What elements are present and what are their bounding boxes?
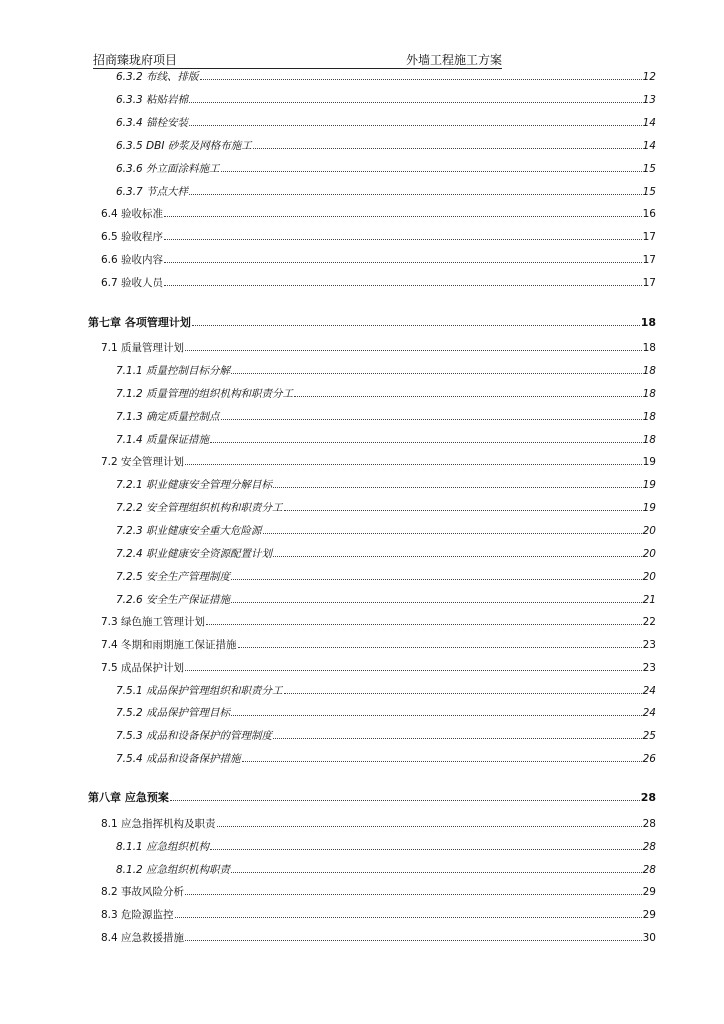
toc-entry[interactable] [116,729,656,743]
dot-leader [210,849,642,850]
toc-entry-title: 6.4 验收标准 [101,208,164,220]
dot-leader [221,171,642,172]
dot-leader [164,285,642,286]
dot-leader [231,872,642,873]
header-document-title: 外墙工程施工方案 [405,53,502,67]
toc-entry[interactable] [116,547,656,561]
toc-entry[interactable] [116,478,656,492]
toc-entry[interactable] [116,185,656,199]
toc-entry-title: 7.3 绿色施工管理计划 [101,616,206,628]
toc-entry[interactable] [101,661,656,675]
toc-entry-title: 8.3 危险源监控 [101,909,174,921]
toc-entry-title: 7.5.4 成品和设备保护措施 [116,753,241,765]
toc-entry-title: 6.6 验收内容 [101,254,164,266]
toc-entry-page-number: 28 [642,864,656,876]
dot-leader [231,715,642,716]
toc-entry[interactable] [116,116,656,130]
toc-entry-title: 7.2.2 安全管理组织机构和职责分工 [116,502,283,514]
toc-entry-page-number: 13 [642,94,656,106]
toc-entry-title: 6.5 验收程序 [101,231,164,243]
toc-entry[interactable] [101,276,656,290]
toc-entry-page-number: 19 [642,479,656,491]
toc-entry[interactable] [101,230,656,244]
toc-entry[interactable] [116,162,656,176]
toc-entry[interactable] [116,684,656,698]
toc-entry-page-number: 30 [642,932,656,944]
dot-leader [263,533,642,534]
toc-entry-page-number: 21 [642,594,656,606]
toc-entry[interactable] [116,840,656,854]
toc-entry-title: 8.1.1 应急组织机构 [116,841,210,853]
dot-leader [175,917,642,918]
dot-leader [185,670,642,671]
toc-entry-title: 6.7 验收人员 [101,277,164,289]
toc-entry[interactable] [101,207,656,221]
dot-leader [185,350,642,351]
toc-entry-title: 7.2.6 安全生产保证措施 [116,594,231,606]
toc-entry-page-number: 29 [642,886,656,898]
toc-entry-page-number: 28 [640,791,656,804]
toc-entry-title: 6.3.5 DBI 砂浆及网格布施工 [116,140,252,152]
toc-entry[interactable] [101,931,656,945]
toc-entry-page-number: 17 [642,254,656,266]
toc-entry-page-number: 17 [642,277,656,289]
toc-entry[interactable] [101,885,656,899]
toc-entry-page-number: 24 [642,707,656,719]
toc-entry-title: 6.3.4 锚栓安装 [116,117,189,129]
toc-entry[interactable] [101,908,656,922]
toc-entry[interactable] [88,316,656,330]
toc-entry-title: 7.2 安全管理计划 [101,456,185,468]
page-header [93,52,502,69]
toc-entry-page-number: 18 [642,434,656,446]
toc-entry-page-number: 18 [642,388,656,400]
toc-entry-title: 7.1 质量管理计划 [101,342,185,354]
dot-leader [231,602,642,603]
toc-entry-title: 7.5.1 成品保护管理组织和职责分工 [116,685,283,697]
toc-entry-title: 7.1.2 质量管理的组织机构和职责分工 [116,388,294,400]
toc-entry-title: 7.5.3 成品和设备保护的管理制度 [116,730,273,742]
toc-entry-page-number: 20 [642,571,656,583]
dot-leader [294,396,642,397]
dot-leader [231,373,642,374]
toc-entry-title: 第八章 应急预案 [88,791,169,804]
toc-entry[interactable] [116,433,656,447]
toc-entry[interactable] [101,455,656,469]
dot-leader [206,624,642,625]
toc-entry[interactable] [88,791,656,805]
dot-leader [273,487,642,488]
toc-entry[interactable] [101,253,656,267]
toc-entry-page-number: 16 [642,208,656,220]
dot-leader [192,325,640,326]
toc-entry-page-number: 15 [642,163,656,175]
toc-entry-title: 7.1.4 质量保证措施 [116,434,210,446]
toc-entry-title: 7.2.4 职业健康安全资源配置计划 [116,548,273,560]
toc-entry[interactable] [116,593,656,607]
toc-entry-page-number: 20 [642,548,656,560]
toc-entry-page-number: 20 [642,525,656,537]
toc-entry-title: 7.2.5 安全生产管理制度 [116,571,231,583]
toc-entry-title: 7.5 成品保护计划 [101,662,185,674]
toc-entry[interactable] [116,863,656,877]
header-project-name: 招商臻珑府项目 [93,53,178,67]
dot-leader [189,102,642,103]
toc-entry-title: 7.2.1 职业健康安全管理分解目标 [116,479,273,491]
dot-leader [189,194,642,195]
dot-leader [273,556,642,557]
toc-entry[interactable] [116,752,656,766]
toc-entry[interactable] [116,364,656,378]
toc-entry-page-number: 23 [642,639,656,651]
dot-leader [185,464,642,465]
toc-entry-page-number: 24 [642,685,656,697]
dot-leader [217,826,642,827]
toc-entry[interactable] [116,706,656,720]
dot-leader [210,442,642,443]
toc-entry[interactable] [116,93,656,107]
toc-entry-page-number: 19 [642,502,656,514]
toc-entry-page-number: 14 [642,140,656,152]
toc-entry-title: 6.3.2 布线、排版 [116,71,199,83]
toc-entry[interactable] [101,817,656,831]
dot-leader [284,510,642,511]
toc-entry[interactable] [116,524,656,538]
toc-entry-page-number: 28 [642,841,656,853]
toc-entry-title: 6.3.3 粘贴岩棉 [116,94,189,106]
dot-leader [238,647,642,648]
dot-leader [164,216,642,217]
toc-entry[interactable] [116,70,656,84]
toc-entry-title: 7.5.2 成品保护管理目标 [116,707,231,719]
dot-leader [231,579,642,580]
toc-entry-page-number: 18 [642,411,656,423]
toc-entry[interactable] [116,410,656,424]
toc-entry-title: 7.1.1 质量控制目标分解 [116,365,231,377]
toc-entry[interactable] [116,139,656,153]
dot-leader [189,125,642,126]
toc-entry-page-number: 26 [642,753,656,765]
toc-entry-title: 7.1.3 确定质量控制点 [116,411,220,423]
toc-entry-title: 6.3.7 节点大样 [116,186,189,198]
toc-entry-page-number: 14 [642,117,656,129]
dot-leader [164,239,642,240]
dot-leader [242,761,642,762]
toc-entry-title: 8.2 事故风险分析 [101,886,185,898]
toc-entry-title: 6.3.6 外立面涂料施工 [116,163,220,175]
toc-entry-page-number: 18 [640,316,656,329]
dot-leader [185,894,642,895]
dot-leader [284,693,642,694]
dot-leader [170,800,640,801]
toc-entry-page-number: 25 [642,730,656,742]
toc-entry-title: 8.4 应急救援措施 [101,932,185,944]
toc-entry[interactable] [101,638,656,652]
dot-leader [253,148,642,149]
toc-entry[interactable] [116,387,656,401]
toc-entry-page-number: 22 [642,616,656,628]
dot-leader [273,738,642,739]
toc-entry-page-number: 28 [642,818,656,830]
toc-entry-page-number: 19 [642,456,656,468]
toc-entry-title: 8.1 应急指挥机构及职责 [101,818,216,830]
toc-entry[interactable] [101,341,656,355]
dot-leader [200,79,642,80]
toc-entry-page-number: 12 [642,71,656,83]
toc-entry-title: 7.4 冬期和雨期施工保证措施 [101,639,237,651]
dot-leader [185,940,642,941]
toc-entry[interactable] [116,570,656,584]
toc-entry-page-number: 18 [642,365,656,377]
toc-entry-title: 第七章 各项管理计划 [88,316,191,329]
toc-entry-page-number: 29 [642,909,656,921]
toc-entry-title: 8.1.2 应急组织机构职责 [116,864,231,876]
dot-leader [164,262,642,263]
toc-entry[interactable] [101,615,656,629]
toc-entry-title: 7.2.3 职业健康安全重大危险源 [116,525,262,537]
toc-entry-page-number: 18 [642,342,656,354]
toc-entry-page-number: 15 [642,186,656,198]
toc-entry-page-number: 23 [642,662,656,674]
dot-leader [221,419,642,420]
toc-entry-page-number: 17 [642,231,656,243]
toc-entry[interactable] [116,501,656,515]
